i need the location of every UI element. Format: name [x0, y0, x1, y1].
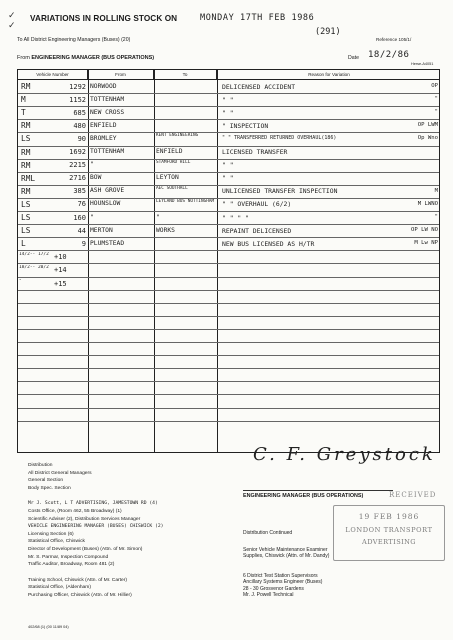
vehicle-number: 385: [73, 187, 86, 196]
row-rule: [18, 421, 439, 422]
row-rule: [18, 237, 439, 238]
row-rule: [18, 172, 439, 173]
row-rule: [18, 329, 439, 330]
distribution-line: Supplies, Chiswick (Attn. of Mr. Dandy): [243, 553, 330, 560]
column-header-vehicle: Vehicle Number: [18, 70, 88, 79]
distribution-line: Statistical Office, (Aldenham): [28, 585, 91, 591]
from-garage: HOUNSLOW: [90, 200, 121, 208]
vehicle-number: 9: [81, 239, 86, 248]
column-header-from: From: [88, 70, 154, 79]
header-date-handwritten: MONDAY 17TH FEB 1986: [200, 13, 315, 23]
distribution-line: All District General Managers: [28, 470, 92, 476]
row-rule: [18, 211, 439, 212]
from-garage: ENFIELD: [90, 121, 117, 129]
vehicle-type: RM: [21, 186, 31, 196]
vehicle-number: 44: [77, 226, 86, 235]
distribution-line: Training School, Chiswick (Attn. of Mr. Carter): [28, 577, 128, 583]
distribution-line: 28 - 30 Grosvenor Gardens: [243, 585, 304, 592]
vehicle-type: M: [21, 95, 26, 105]
distribution-line: Director of Development (Buses) (Attn. of Mr. Simon): [28, 546, 143, 552]
stamp-received: RECEIVED: [389, 491, 437, 499]
to-garage: AEC SOUTHALL: [156, 185, 188, 191]
vehicle-number: 76: [77, 200, 86, 209]
row-rule: [18, 342, 439, 343]
distribution-line: General Section: [28, 478, 64, 484]
distribution-line: Ancillary Systems Engineer (Buses): [243, 579, 323, 586]
reference-label: Reference 105/1/: [376, 37, 412, 42]
variation-reason: NEW BUS LICENSED AS H/TR: [222, 239, 315, 248]
row-rule: [18, 159, 439, 160]
from-garage: BOW: [90, 174, 102, 182]
distribution-heading: Distribution: [28, 463, 53, 468]
tick-mark: ✓: [8, 20, 16, 30]
distribution-line: Licensing Section (6): [28, 531, 74, 537]
header-rule: [18, 79, 439, 80]
from-garage: BROMLEY: [90, 134, 117, 142]
to-garage: ENFIELD: [156, 148, 183, 155]
to-garage: ": [156, 213, 160, 221]
to-garage: LEYTON: [156, 174, 179, 182]
stamp-line: ADVERTISING: [362, 538, 416, 546]
row-rule: [18, 263, 439, 264]
signature-line: [243, 490, 393, 491]
variation-code: M: [434, 187, 438, 194]
vehicle-number: 1692: [69, 148, 86, 156]
variation-reason: " " " ": [222, 213, 249, 222]
variation-code: M LWNO: [417, 200, 438, 207]
distribution-line: Costs Office, (Room 462, 55 Broadway) (1): [28, 508, 122, 514]
stamp-line: LONDON TRANSPORT: [345, 526, 433, 534]
variation-reason: LICENSED TRANSFER: [222, 148, 288, 156]
row-rule: [18, 224, 439, 225]
vehicle-type: LS: [21, 134, 31, 144]
note-count: +10: [54, 253, 67, 262]
variation-reason: " ": [222, 95, 234, 104]
vehicle-type: T: [21, 108, 26, 118]
note-date: ": [19, 278, 22, 284]
to-line: To All District Engineering Managers (Buses) (20): [17, 37, 131, 43]
variation-reason: " " TRANSFERRED RETURNED OVERHAUL(186): [222, 134, 337, 141]
variation-code: M Lw NP: [414, 240, 438, 247]
variation-reason: " ": [222, 161, 234, 170]
row-rule: [18, 185, 439, 186]
variation-code: ": [434, 96, 438, 103]
column-header-reason: Reason for Variation: [308, 72, 350, 77]
test-station-block: [243, 573, 322, 599]
tick-mark: ✓: [8, 10, 16, 20]
distribution-line: 6 District Test Station Supervisors: [243, 573, 318, 579]
row-rule: [18, 368, 439, 369]
distribution-line: Mr. J. Powell Technical: [243, 592, 294, 599]
from-garage: TOTTENHAM: [90, 148, 125, 155]
variation-reason: DELICENSED ACCIDENT: [222, 82, 296, 91]
senior-examiner-block: [243, 547, 329, 560]
distribution-handwritten: Mr J. Scott, L T ADVERTISING, JAMESTOWN RD (4): [28, 501, 158, 507]
distribution-line: Body Spec. Section: [28, 485, 71, 491]
row-rule: [18, 119, 439, 120]
date-label: Date: [348, 55, 359, 61]
row-rule: [18, 146, 439, 147]
from-garage: ASH GROVE: [90, 187, 125, 195]
note-count: +15: [54, 279, 67, 288]
note-date: 18/2-- 20/2: [19, 265, 49, 271]
form-reference: 402/68 (1) (00 11/89 04): [28, 625, 69, 629]
row-rule: [18, 106, 439, 107]
vehicle-number: 2716: [69, 174, 86, 183]
vehicle-type: L: [21, 239, 26, 249]
distribution-line: Mr. S. Parmar, Inspection Compound: [28, 554, 109, 560]
row-rule: [18, 394, 439, 395]
variation-reason: " ": [222, 174, 234, 183]
row-rule: [18, 93, 439, 94]
signature-title: ENGINEERING MANAGER (BUS OPERATIONS): [243, 493, 364, 499]
received-stamp: [333, 491, 445, 561]
from-label: From: [17, 55, 30, 61]
row-rule: [18, 381, 439, 382]
vehicle-number: 2215: [69, 161, 86, 170]
to-garage: WORKS: [156, 226, 175, 234]
vehicle-number: 1292: [69, 82, 86, 91]
to-garage: LEYLAND BUS NOTTINGHAM: [156, 198, 215, 204]
variation-reason: UNLICENSED TRANSFER INSPECTION: [222, 187, 338, 196]
from-garage: MERTON: [90, 226, 113, 234]
vehicle-type: LS: [21, 226, 31, 236]
vehicle-type: LS: [21, 199, 31, 209]
from-garage: TOTTENHAM: [90, 95, 125, 103]
distribution-handwritten: VEHICLE ENGINEERING MANAGER (BUSES) CHISWICK (2): [28, 524, 164, 530]
row-rule: [18, 277, 439, 278]
from-garage: PLUMSTEAD: [90, 239, 125, 247]
row-rule: [18, 355, 439, 356]
vehicle-type: RM: [21, 121, 31, 131]
variation-code: Op Wno: [417, 135, 438, 142]
date-value: 18/2/86: [368, 50, 410, 60]
from-garage: ": [90, 213, 94, 221]
distribution-continued: Distribution Continued: [243, 530, 293, 536]
distribution-line: Scientific Adviser (2), Distribution Services Manager: [28, 516, 141, 522]
distribution-line: Statistical Office, Chiswick: [28, 539, 85, 545]
distribution-line: Senior Vehicle Maintenance Examiner: [243, 547, 328, 553]
document-title: VARIATIONS IN ROLLING STOCK ON: [30, 14, 178, 23]
to-garage: KENT ENGINEERING: [156, 133, 199, 139]
vehicle-type: RML: [21, 173, 36, 183]
stamp-date: 19 FEB 1986: [358, 512, 420, 521]
distribution-line: Purchasing Officer, Chiswick (Attn. of Mr. Hillier): [28, 592, 132, 598]
note-date: 14/2-- 17/2: [19, 252, 49, 258]
distribution-line: Traffic Auditor, Broadway, Room 481 (2): [28, 562, 115, 568]
variation-code: ": [434, 109, 438, 116]
variation-reason: " ": [222, 108, 234, 117]
vehicle-type: RM: [21, 82, 31, 91]
form-code: Herse-A4051: [411, 62, 434, 66]
variation-reason: " INSPECTION: [222, 121, 269, 130]
signature: C. F. Greystock: [253, 444, 436, 465]
variation-code: OP: [431, 83, 438, 89]
spacer: [28, 492, 163, 500]
row-rule: [18, 198, 439, 199]
vehicle-number: 685: [73, 108, 86, 117]
variation-code: ": [434, 214, 438, 220]
row-rule: [18, 132, 439, 133]
vehicle-type: RM: [21, 160, 31, 170]
variations-table: [17, 69, 440, 453]
spacer: [28, 569, 163, 577]
vehicle-number: 1152: [69, 95, 86, 104]
row-rule: [18, 290, 439, 291]
row-rule: [18, 303, 439, 304]
distribution-list: [28, 462, 163, 600]
vehicle-type: RM: [21, 147, 31, 157]
row-rule: [18, 408, 439, 409]
row-rule: [18, 316, 439, 317]
from-line: [17, 55, 154, 61]
from-garage: NORWOOD: [90, 82, 117, 90]
vehicle-number: 90: [77, 134, 86, 143]
to-garage: STAMFORD HILL: [156, 159, 191, 165]
document-number: (291): [315, 27, 341, 37]
from-value: ENGINEERING MANAGER (BUS OPERATIONS): [31, 55, 155, 61]
variation-reason: " " OVERHAUL (6/2): [222, 200, 292, 209]
note-count: +14: [54, 266, 67, 275]
row-rule: [18, 250, 439, 251]
vehicle-number: 480: [73, 121, 86, 130]
variation-code: OP LWM: [417, 122, 438, 129]
variation-code: OP LW NO: [411, 227, 438, 234]
vehicle-number: 160: [73, 213, 86, 222]
variation-reason: REPAINT DELICENSED: [222, 226, 292, 235]
vehicle-type: LS: [21, 213, 31, 222]
column-header-to: To: [154, 70, 217, 79]
from-garage: ": [90, 161, 94, 169]
from-garage: NEW CROSS: [90, 108, 125, 116]
